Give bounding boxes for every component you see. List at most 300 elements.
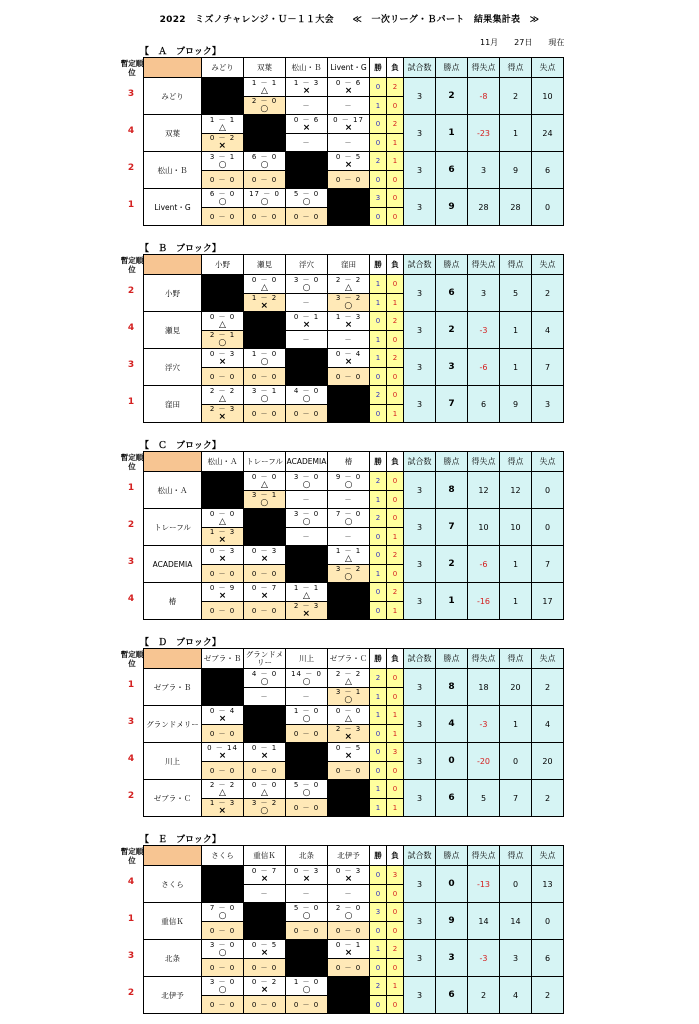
- match-score: 0 － 5: [335, 152, 362, 161]
- match-result: [286, 189, 328, 208]
- match-score-2: －: [344, 889, 353, 898]
- match-score-2: 0 － 0: [335, 372, 362, 381]
- match-score: 0 － 0: [335, 706, 362, 715]
- goals-for: 14: [500, 903, 532, 940]
- team-header: Livent・G: [328, 58, 370, 78]
- stat-header-pts: 勝点: [436, 452, 468, 472]
- match-result: [328, 312, 370, 331]
- games: 3: [404, 706, 436, 743]
- result-mark-2: ○: [218, 338, 227, 348]
- match-score-2: 0 － 0: [251, 963, 278, 972]
- games: 3: [404, 903, 436, 940]
- lose-count-2: 1: [387, 405, 404, 423]
- points: 9: [436, 189, 468, 226]
- win-count: 1: [370, 349, 387, 368]
- match-result-2: [286, 405, 328, 423]
- match-score: 1 － 3: [293, 78, 320, 87]
- lose-count-2: 0: [387, 996, 404, 1014]
- match-score-2: 0 － 0: [293, 212, 320, 221]
- match-result: [202, 977, 244, 996]
- standings-table: [143, 451, 564, 620]
- result-mark: ×: [302, 873, 311, 884]
- team-name: 浮穴: [144, 349, 202, 386]
- match-result-2: [328, 294, 370, 312]
- match-score-2: －: [344, 101, 353, 110]
- result-mark: ×: [218, 590, 227, 601]
- match-score: 2 － 2: [209, 780, 236, 789]
- match-score: 0 － 1: [293, 312, 320, 321]
- result-mark-2: ○: [344, 301, 353, 311]
- match-result-2: [286, 208, 328, 226]
- match-score-2: 3 － 1: [251, 491, 278, 499]
- match-result-2: [202, 959, 244, 977]
- match-score-2: 2 － 3: [293, 602, 320, 610]
- lose-count: 0: [387, 472, 404, 491]
- result-mark: ×: [302, 122, 311, 133]
- team-header: ゼブラ・Ｂ: [202, 649, 244, 669]
- points: 6: [436, 977, 468, 1014]
- goal-diff: 18: [468, 669, 500, 706]
- lose-count-2: 0: [387, 331, 404, 349]
- match-result: [328, 115, 370, 134]
- result-mark: △: [261, 479, 268, 490]
- match-result: [286, 312, 328, 331]
- match-result: [202, 386, 244, 405]
- result-mark: ○: [260, 356, 269, 367]
- provisional-rank: 4: [127, 323, 135, 333]
- match-score: 3 － 1: [251, 386, 278, 395]
- block-name: 【 Ｂ ブロック】: [140, 244, 221, 254]
- games: 3: [404, 866, 436, 903]
- result-mark: △: [303, 590, 310, 601]
- block-name: 【 Ｅ ブロック】: [140, 835, 221, 845]
- self-match-cell: [328, 386, 370, 423]
- match-result-2: [328, 171, 370, 189]
- self-match-cell: [328, 977, 370, 1014]
- match-score-2: 2 － 0: [251, 97, 278, 105]
- match-result: [202, 583, 244, 602]
- result-mark: ○: [344, 910, 353, 921]
- result-mark: ×: [260, 947, 269, 958]
- standings-table: [143, 254, 564, 423]
- match-score: 0 － 0: [251, 780, 278, 789]
- match-result-2: [244, 885, 286, 903]
- match-result-2: [202, 134, 244, 152]
- match-result-2: [244, 959, 286, 977]
- match-score: 4 － 0: [251, 669, 278, 678]
- result-mark: △: [219, 787, 226, 798]
- goals-for: 2: [500, 78, 532, 115]
- match-result: [286, 977, 328, 996]
- goal-diff: -20: [468, 743, 500, 780]
- result-mark: △: [345, 553, 352, 564]
- team-header: 小野: [202, 255, 244, 275]
- match-score: 1 － 1: [293, 583, 320, 592]
- match-score: 1 － 0: [293, 706, 320, 715]
- win-count: 2: [370, 977, 387, 996]
- win-count-2: 0: [370, 725, 387, 743]
- result-mark: △: [219, 319, 226, 330]
- result-mark-2: ○: [260, 806, 269, 816]
- match-result-2: [202, 171, 244, 189]
- match-result-2: [286, 97, 328, 115]
- lose-count: 2: [387, 583, 404, 602]
- goals-for: 1: [500, 583, 532, 620]
- result-mark: △: [219, 516, 226, 527]
- result-mark: ○: [302, 196, 311, 207]
- points: 2: [436, 312, 468, 349]
- match-result-2: [202, 762, 244, 780]
- team-header: みどり: [202, 58, 244, 78]
- match-score: 3 － 1: [209, 152, 236, 161]
- team-name: ゼブラ・Ｃ: [144, 780, 202, 817]
- points: 3: [436, 940, 468, 977]
- match-score: 5 － 0: [293, 903, 320, 912]
- match-result-2: [286, 885, 328, 903]
- rank-header: 暫定順位: [120, 453, 144, 471]
- goals-for: 1: [500, 115, 532, 152]
- points: 0: [436, 743, 468, 780]
- standings-table: [143, 648, 564, 817]
- win-count-2: 1: [370, 294, 387, 312]
- result-mark: ○: [302, 787, 311, 798]
- win-count-2: 1: [370, 799, 387, 817]
- match-result-2: [244, 762, 286, 780]
- team-name: Livent・G: [144, 189, 202, 226]
- team-name: 北条: [144, 940, 202, 977]
- match-result: [286, 669, 328, 688]
- self-match-cell: [286, 743, 328, 780]
- match-score: 17 － 0: [249, 189, 280, 198]
- win-count-2: 0: [370, 762, 387, 780]
- lose-header: 負: [387, 452, 404, 472]
- match-result-2: [202, 368, 244, 386]
- self-match-cell: [328, 583, 370, 620]
- stat-header-ga: 失点: [532, 58, 564, 78]
- match-score-2: 1 － 2: [251, 294, 278, 302]
- lose-count-2: 1: [387, 799, 404, 817]
- match-result-2: [244, 491, 286, 509]
- match-result-2: [286, 294, 328, 312]
- self-match-cell: [286, 546, 328, 583]
- team-name: 瀬見: [144, 312, 202, 349]
- match-result: [328, 152, 370, 171]
- match-result-2: [286, 331, 328, 349]
- win-count: 2: [370, 509, 387, 528]
- result-mark: ○: [302, 676, 311, 687]
- rank-header: 暫定順位: [120, 59, 144, 77]
- win-count-2: 1: [370, 688, 387, 706]
- provisional-rank: 2: [127, 163, 135, 173]
- block-3: [120, 635, 580, 827]
- goal-diff: 12: [468, 472, 500, 509]
- win-count-2: 0: [370, 528, 387, 546]
- match-score: 0 － 3: [335, 866, 362, 875]
- team-header: 窪田: [328, 255, 370, 275]
- goals-for: 4: [500, 977, 532, 1014]
- win-count-2: 0: [370, 885, 387, 903]
- goals-against: 7: [532, 349, 564, 386]
- result-mark: △: [219, 393, 226, 404]
- lose-header: 負: [387, 255, 404, 275]
- match-score: 0 － 3: [293, 866, 320, 875]
- self-match-cell: [202, 472, 244, 509]
- team-name: 重信Ｋ: [144, 903, 202, 940]
- lose-count: 1: [387, 152, 404, 171]
- lose-count-2: 0: [387, 565, 404, 583]
- team-name: 松山・Ｂ: [144, 152, 202, 189]
- match-result-2: [328, 491, 370, 509]
- goals-for: 10: [500, 509, 532, 546]
- lose-count-2: 0: [387, 922, 404, 940]
- result-mark-2: ×: [260, 301, 269, 311]
- win-count: 1: [370, 940, 387, 959]
- result-mark-2: ×: [344, 732, 353, 742]
- goals-for: 0: [500, 743, 532, 780]
- result-mark: ×: [218, 750, 227, 761]
- result-mark: ×: [260, 750, 269, 761]
- match-result: [286, 780, 328, 799]
- provisional-rank: 2: [127, 520, 135, 530]
- match-result: [202, 115, 244, 134]
- goal-diff: 5: [468, 780, 500, 817]
- team-header: 浮穴: [286, 255, 328, 275]
- block-2: [120, 438, 580, 630]
- team-name: 松山・Ａ: [144, 472, 202, 509]
- match-score: 0 － 7: [251, 583, 278, 592]
- lose-count-2: 1: [387, 725, 404, 743]
- self-match-cell: [244, 312, 286, 349]
- win-count: 0: [370, 312, 387, 331]
- provisional-rank: 1: [127, 914, 135, 924]
- team-name: ACADEMIA: [144, 546, 202, 583]
- provisional-rank: 1: [127, 200, 135, 210]
- goal-diff: -3: [468, 940, 500, 977]
- goals-for: 1: [500, 349, 532, 386]
- header-corner: [144, 649, 202, 669]
- result-mark: ×: [218, 553, 227, 564]
- match-score: 0 － 0: [209, 312, 236, 321]
- team-header: ACADEMIA: [286, 452, 328, 472]
- result-mark: ○: [260, 393, 269, 404]
- result-mark-2: ×: [302, 609, 311, 619]
- lose-count: 2: [387, 78, 404, 97]
- goal-diff: -13: [468, 866, 500, 903]
- stat-header-ga: 失点: [532, 255, 564, 275]
- match-result: [244, 866, 286, 885]
- lose-count: 0: [387, 669, 404, 688]
- team-header: 北条: [286, 846, 328, 866]
- goals-for: 7: [500, 780, 532, 817]
- win-count-2: 1: [370, 491, 387, 509]
- result-mark: ○: [260, 196, 269, 207]
- match-result: [244, 472, 286, 491]
- result-mark-2: ×: [218, 412, 227, 422]
- provisional-rank: 3: [127, 89, 135, 99]
- result-mark: ○: [218, 947, 227, 958]
- rank-header: 暫定順位: [120, 847, 144, 865]
- match-score: 0 － 4: [335, 349, 362, 358]
- goals-against: 2: [532, 275, 564, 312]
- lose-count: 0: [387, 509, 404, 528]
- match-result-2: [328, 885, 370, 903]
- goals-for: 1: [500, 706, 532, 743]
- match-score: 9 － 0: [335, 472, 362, 481]
- win-count-2: 0: [370, 134, 387, 152]
- goal-diff: -6: [468, 546, 500, 583]
- result-mark: ×: [344, 873, 353, 884]
- lose-count-2: 0: [387, 171, 404, 189]
- goals-for: 9: [500, 386, 532, 423]
- match-score-2: 3 － 2: [251, 799, 278, 807]
- team-name: 小野: [144, 275, 202, 312]
- result-mark: ○: [218, 984, 227, 995]
- win-count-2: 0: [370, 368, 387, 386]
- match-result-2: [286, 491, 328, 509]
- games: 3: [404, 940, 436, 977]
- games: 3: [404, 509, 436, 546]
- match-result: [244, 78, 286, 97]
- match-result-2: [202, 799, 244, 817]
- team-name: 双葉: [144, 115, 202, 152]
- win-count-2: 1: [370, 97, 387, 115]
- match-score-2: 0 － 0: [209, 175, 236, 184]
- provisional-rank: 2: [127, 791, 135, 801]
- result-mark-2: ○: [344, 572, 353, 582]
- goal-diff: 2: [468, 977, 500, 1014]
- match-result: [202, 509, 244, 528]
- match-score-2: 2 － 3: [335, 725, 362, 733]
- win-header: 勝: [370, 649, 387, 669]
- result-mark: ○: [344, 479, 353, 490]
- result-mark: ×: [344, 159, 353, 170]
- self-match-cell: [328, 189, 370, 226]
- games: 3: [404, 546, 436, 583]
- goal-diff: -3: [468, 312, 500, 349]
- team-name: みどり: [144, 78, 202, 115]
- match-score: 2 － 0: [335, 903, 362, 912]
- result-mark: ○: [302, 713, 311, 724]
- match-result-2: [202, 565, 244, 583]
- games: 3: [404, 115, 436, 152]
- win-count: 2: [370, 386, 387, 405]
- match-result: [202, 349, 244, 368]
- team-name: グランドメリー: [144, 706, 202, 743]
- result-mark: ×: [218, 713, 227, 724]
- match-score: 5 － 0: [293, 189, 320, 198]
- match-score-2: 0 － 0: [293, 409, 320, 418]
- goals-for: 1: [500, 312, 532, 349]
- team-header: 椿: [328, 452, 370, 472]
- provisional-rank: 4: [127, 594, 135, 604]
- match-score: 2 － 2: [335, 275, 362, 284]
- match-result: [202, 706, 244, 725]
- goals-against: 3: [532, 386, 564, 423]
- match-result-2: [244, 996, 286, 1014]
- team-header: 松山・Ａ: [202, 452, 244, 472]
- match-result-2: [286, 799, 328, 817]
- stat-header-ga: 失点: [532, 846, 564, 866]
- win-header: 勝: [370, 452, 387, 472]
- games: 3: [404, 743, 436, 780]
- result-mark: ×: [260, 553, 269, 564]
- match-result-2: [202, 208, 244, 226]
- team-name: 窪田: [144, 386, 202, 423]
- match-score: 14 － 0: [291, 669, 322, 678]
- provisional-rank: 3: [127, 557, 135, 567]
- match-score-2: －: [302, 495, 311, 504]
- points: 8: [436, 472, 468, 509]
- self-match-cell: [244, 115, 286, 152]
- match-result-2: [202, 922, 244, 940]
- provisional-rank: 2: [127, 286, 135, 296]
- lose-count-2: 0: [387, 368, 404, 386]
- win-count-2: 0: [370, 602, 387, 620]
- match-score: 0 － 14: [207, 743, 238, 752]
- match-score-2: －: [302, 138, 311, 147]
- match-result-2: [286, 725, 328, 743]
- lose-count-2: 0: [387, 97, 404, 115]
- match-result: [202, 940, 244, 959]
- lose-count-2: 0: [387, 491, 404, 509]
- goals-against: 17: [532, 583, 564, 620]
- match-result-2: [286, 134, 328, 152]
- result-mark: △: [345, 713, 352, 724]
- match-result: [244, 386, 286, 405]
- games: 3: [404, 152, 436, 189]
- lose-header: 負: [387, 846, 404, 866]
- match-result: [328, 78, 370, 97]
- win-count: 0: [370, 115, 387, 134]
- standings-table: [143, 57, 564, 226]
- win-count-2: 0: [370, 996, 387, 1014]
- match-score-2: －: [344, 335, 353, 344]
- match-score: 0 － 7: [251, 866, 278, 875]
- match-result: [286, 903, 328, 922]
- provisional-rank: 1: [127, 397, 135, 407]
- match-result-2: [202, 528, 244, 546]
- match-result-2: [244, 688, 286, 706]
- match-score: 0 － 3: [251, 546, 278, 555]
- match-score: 3 － 0: [209, 940, 236, 949]
- result-mark: ○: [218, 910, 227, 921]
- match-score: 0 － 9: [209, 583, 236, 592]
- block-1: [120, 241, 580, 433]
- match-result-2: [328, 331, 370, 349]
- self-match-cell: [328, 780, 370, 817]
- goal-diff: 3: [468, 275, 500, 312]
- match-result: [244, 275, 286, 294]
- match-score-2: －: [344, 138, 353, 147]
- stat-header-games: 試合数: [404, 846, 436, 866]
- match-result-2: [328, 565, 370, 583]
- lose-count-2: 1: [387, 294, 404, 312]
- stat-header-pts: 勝点: [436, 649, 468, 669]
- goals-against: 6: [532, 152, 564, 189]
- result-mark: ×: [302, 319, 311, 330]
- match-result: [202, 743, 244, 762]
- match-score: 0 － 2: [251, 977, 278, 986]
- result-mark: ×: [260, 873, 269, 884]
- win-count: 2: [370, 152, 387, 171]
- rank-header: 暫定順位: [120, 650, 144, 668]
- lose-header: 負: [387, 58, 404, 78]
- match-score: 0 － 1: [251, 743, 278, 752]
- match-result: [328, 866, 370, 885]
- goal-diff: 3: [468, 152, 500, 189]
- result-mark: ○: [302, 910, 311, 921]
- match-score-2: 3 － 2: [335, 294, 362, 302]
